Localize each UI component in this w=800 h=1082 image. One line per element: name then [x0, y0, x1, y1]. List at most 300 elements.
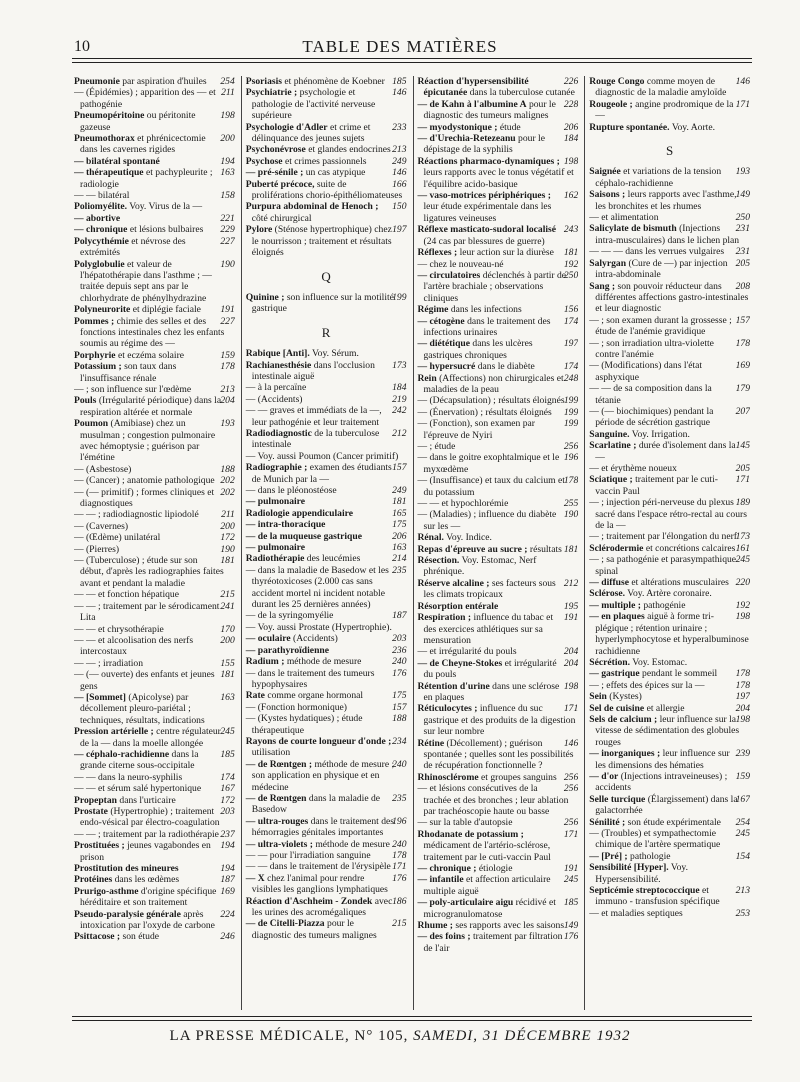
- entry-page-number: 145: [735, 440, 750, 452]
- entry-text: pathogénie: [643, 599, 686, 611]
- entry-page-number: 150: [392, 201, 407, 213]
- entry-term: Psychiatrie ;: [245, 87, 298, 99]
- index-entry: [246, 167, 407, 178]
- entry-term: Rate: [245, 690, 265, 702]
- index-entry: [589, 588, 750, 599]
- entry-text: leurs rapports avec l'asthme, les bronchites et les rhumes: [595, 189, 737, 212]
- entry-text: — — bilatéral: [74, 190, 130, 202]
- entry-term: Purpura abdominal de Henoch ;: [245, 201, 379, 213]
- entry-text: dans le diabète: [477, 361, 535, 373]
- entry-text: — — ; irradiation: [74, 657, 144, 669]
- entry-text: traitement par le cuti-vaccin Paul: [595, 474, 718, 497]
- index-entry: [418, 658, 579, 681]
- entry-text: — — et alcoolisation des nerfs intercostaux: [74, 634, 194, 658]
- entry-page-number: 179: [735, 383, 750, 395]
- index-entry: [418, 156, 579, 190]
- entry-term: Pneumopéritoine: [74, 110, 145, 122]
- entry-term: — [Pré] ;: [589, 850, 628, 862]
- index-entry: [589, 748, 750, 771]
- entry-text: — — ; radiodiagnostic lipiodolé: [74, 509, 199, 521]
- entry-term: — pré-sénile ;: [245, 167, 304, 179]
- entry-page-number: 206: [563, 121, 579, 133]
- entry-term: — chronique: [74, 224, 128, 236]
- entry-page-number: 185: [563, 897, 579, 909]
- entry-page-number: 191: [563, 863, 579, 875]
- index-entry: [246, 179, 407, 202]
- index-entry: [589, 246, 750, 257]
- entry-term: Sensibilité [Hyper].: [589, 862, 669, 874]
- entry-text: — et alimentation: [589, 212, 659, 224]
- entry-page-number: 249: [392, 485, 407, 496]
- entry-page-number: 188: [392, 713, 407, 725]
- entry-page-number: 215: [392, 918, 407, 930]
- issue-number: 105,: [378, 1028, 409, 1044]
- entry-page-number: 181: [392, 496, 407, 508]
- index-entry: [74, 806, 235, 829]
- index-entry: [418, 441, 579, 452]
- entry-page-number: 192: [735, 599, 750, 611]
- entry-page-number: 176: [563, 931, 579, 943]
- entry-term: Prostitution des mineures: [74, 863, 179, 875]
- entry-page-number: 205: [735, 463, 750, 474]
- entry-page-number: 200: [220, 634, 235, 646]
- entry-term: — diététique: [417, 338, 470, 350]
- entry-term: Pylore: [245, 224, 273, 236]
- entry-text: — — ; traitement par la radiothérapie: [74, 828, 219, 840]
- entry-term: — intra-thoracique: [245, 519, 326, 531]
- entry-page-number: 191: [563, 612, 579, 624]
- entry-page-number: 155: [220, 657, 235, 669]
- entry-term: Selle turcique: [589, 793, 646, 805]
- entry-text: — (Cavernes): [74, 520, 129, 532]
- entry-term: — pulmonaire: [245, 542, 306, 554]
- entry-term: Rabique [Anti].: [245, 348, 310, 360]
- index-entry: [589, 680, 750, 691]
- index-entry: [74, 829, 235, 840]
- entry-page-number: 213: [220, 383, 235, 395]
- footer-rule-double: [72, 1020, 752, 1021]
- entry-page-number: 157: [392, 701, 407, 713]
- entry-page-number: 181: [563, 543, 579, 555]
- entry-text: et pachypleurite ; radiologie: [80, 167, 213, 190]
- entry-term: Sels de calcium ;: [589, 713, 658, 725]
- entry-text: psychologie et pathologie de l'activité nerveuse supérieure: [251, 87, 376, 122]
- entry-text: leur étude expérimentale dans les ligatures veineuses: [423, 201, 552, 224]
- entry-page-number: 161: [735, 542, 750, 554]
- entry-page-number: 200: [220, 520, 235, 532]
- entry-term: — des foins ;: [417, 931, 471, 943]
- index-entry: [589, 463, 750, 474]
- entry-page-number: 181: [220, 669, 235, 681]
- entry-text: — Voy. aussi Prostate (Hypertrophie).: [245, 621, 392, 633]
- index-entry: [418, 452, 579, 475]
- entry-text: — ; son examen durant la grossesse ; étude de l'anémie gravidique: [589, 314, 732, 338]
- index-entry: [246, 793, 407, 816]
- entry-page-number: 178: [735, 337, 750, 349]
- entry-text: dans le traitement des infections urinaires: [423, 315, 551, 338]
- entry-page-number: 181: [220, 555, 235, 567]
- index-entry: [74, 555, 235, 589]
- index-entry: [74, 863, 235, 874]
- entry-page-number: 219: [392, 393, 407, 405]
- entry-text: angine prodromique de la —: [595, 98, 734, 122]
- entry-text: et phrénicectomie dans les cavernes rigides: [80, 133, 206, 156]
- index-entry: [589, 817, 750, 828]
- index-entry: [418, 407, 579, 418]
- index-entry: [74, 156, 235, 167]
- entry-term: — d'or: [589, 770, 619, 782]
- header-rule: [72, 58, 752, 59]
- index-entry: [589, 474, 750, 497]
- index-entry: [246, 736, 407, 759]
- entry-text: dans la grande citerne sous-occipitale: [80, 748, 199, 772]
- entry-term: Sang ;: [589, 280, 616, 292]
- entry-term: Rougeole ;: [589, 98, 633, 110]
- entry-term: — cétogène: [417, 315, 465, 327]
- entry-page-number: 212: [563, 577, 579, 589]
- page-title: TABLE DES MATIÈRES: [302, 37, 498, 56]
- index-entry: [74, 259, 235, 305]
- entry-page-number: 239: [735, 748, 750, 760]
- entry-text: déclenchés à partir de l'artère brachiale ; observations cliniques: [423, 269, 567, 304]
- index-entry: [246, 382, 407, 393]
- entry-text: pathologie: [630, 850, 671, 862]
- index-entry: [74, 464, 235, 475]
- entry-page-number: 194: [220, 840, 235, 852]
- entry-page-number: 198: [563, 680, 579, 692]
- index-entry: [246, 496, 407, 507]
- index-columns: [74, 76, 750, 1010]
- entry-text: — ; sa pathogénie et parasympathique spinal: [589, 554, 737, 577]
- index-entry: [589, 99, 750, 122]
- entry-term: — circulatoires: [417, 269, 481, 281]
- entry-page-number: 194: [220, 155, 235, 167]
- entry-page-number: 254: [220, 76, 235, 87]
- entry-page-number: 175: [392, 519, 407, 531]
- index-entry: [589, 212, 750, 223]
- entry-text: et glandes endocrines: [308, 144, 391, 156]
- index-entry: [246, 519, 407, 530]
- entry-page-number: 206: [392, 530, 407, 542]
- entry-page-number: 170: [220, 623, 235, 635]
- entry-text: et névrose des extrémités: [80, 235, 186, 259]
- entry-text: — — de sa composition dans la tétanie: [589, 383, 712, 406]
- entry-text: Voy. Aorte.: [671, 121, 715, 133]
- index-entry: [418, 316, 579, 339]
- entry-text: — (— ouverte) des enfants et jeunes gens: [74, 669, 215, 692]
- entry-page-number: 178: [220, 361, 235, 373]
- entry-page-number: 213: [735, 885, 750, 897]
- index-entry: [246, 144, 407, 155]
- entry-text: et crime et délinquance des jeunes sujets: [251, 121, 371, 145]
- index-entry: [418, 931, 579, 954]
- entry-text: — — graves et immédiats de la —, leur pathogénie et leur traitement: [245, 405, 382, 428]
- index-entry: [589, 360, 750, 383]
- entry-term: Repas d'épreuve au sucre ;: [417, 543, 528, 555]
- index-entry: [589, 862, 750, 885]
- entry-text: dans les ulcères gastriques chroniques: [423, 338, 533, 361]
- index-entry: [74, 589, 235, 600]
- entry-text: (Cure de —) par injection intra-abdominale: [595, 257, 728, 281]
- entry-page-number: 195: [563, 600, 579, 612]
- entry-text: et affection articulaire multiple aiguë: [423, 874, 551, 897]
- index-entry: [74, 874, 235, 885]
- entry-text: (Kystes): [609, 691, 642, 703]
- entry-page-number: 256: [563, 817, 579, 829]
- entry-text: son étude expérimentale: [627, 816, 721, 828]
- entry-page-number: 233: [392, 121, 407, 133]
- entry-text: leur influence sur la vitesse de sédimentation des globules rouges: [595, 713, 740, 748]
- index-entry: [74, 133, 235, 156]
- entry-page-number: 196: [563, 452, 579, 464]
- entry-page-number: 253: [735, 907, 750, 919]
- entry-text: — chez le nouveau-né: [417, 258, 504, 270]
- entry-text: — — dans la neuro-syphilis: [74, 771, 183, 783]
- index-entry: [74, 110, 235, 133]
- index-entry: [74, 304, 235, 315]
- index-entry: [589, 338, 750, 361]
- index-entry: [418, 224, 579, 247]
- entry-page-number: 159: [220, 349, 235, 361]
- entry-term: — en plaques: [589, 611, 645, 623]
- index-entry: [589, 166, 750, 189]
- entry-term: — hypersucré: [417, 361, 476, 373]
- entry-page-number: 211: [221, 509, 235, 521]
- entry-term: — [Sommet]: [74, 691, 126, 703]
- entry-page-number: 198: [563, 155, 579, 167]
- index-entry: [74, 795, 235, 806]
- entry-text: — (Fonction hormonique): [245, 701, 348, 713]
- entry-text: (Irrégularité périodique) dans la respiration altérée et normale: [80, 395, 222, 418]
- entry-term: — de la muqueuse gastrique: [245, 530, 362, 542]
- index-entry: [74, 532, 235, 543]
- entry-term: — gastrique: [589, 668, 640, 680]
- entry-text: — — — dans les verrues vulgaires: [589, 246, 725, 258]
- entry-page-number: 189: [735, 497, 750, 509]
- entry-text: étude: [499, 121, 521, 133]
- entry-text: ses facteurs sous les climats tropicaux: [423, 577, 556, 601]
- entry-text: dans l'occlusion intestinale aiguë: [251, 359, 375, 382]
- entry-term: — vaso-motrices périphériques ;: [417, 190, 551, 202]
- entry-text: son pouvoir réducteur dans différentes affections gastro-intestinales et leur diagnostic: [595, 280, 749, 315]
- entry-text: — ; traitement par l'élongation du nerf: [589, 531, 737, 543]
- entry-term: — bilatéral spontané: [74, 155, 160, 167]
- index-entry: [74, 601, 235, 624]
- entry-term: — ultra-violets ;: [245, 838, 313, 850]
- entry-page-number: 212: [392, 427, 407, 439]
- entry-page-number: 248: [563, 372, 579, 384]
- entry-term: Psychologie d'Adler: [245, 121, 328, 133]
- index-entry: [418, 270, 579, 304]
- entry-term: Rein: [417, 372, 437, 384]
- entry-term: Rachianesthésie: [245, 359, 312, 371]
- entry-page-number: 242: [392, 405, 407, 417]
- entry-text: — (Modifications) dans l'état asphyxique: [589, 360, 703, 383]
- entry-term: — céphalo-rachidienne: [74, 748, 170, 760]
- entry-text: dans l'urticaire: [119, 794, 176, 806]
- entry-text: — (— biochimiques) pendant la période de sécrétion gastrique: [589, 405, 714, 429]
- entry-term: Prostituées ;: [74, 840, 125, 852]
- entry-text: centre régulateur de la — dans la moelle allongée: [80, 726, 221, 749]
- entry-term: — de Kahn à l'albumine A: [417, 98, 527, 110]
- entry-term: Pommes ;: [74, 315, 115, 327]
- entry-term: Radiographie ;: [245, 462, 308, 474]
- entry-term: Psoriasis: [245, 76, 282, 87]
- index-entry: [246, 542, 407, 553]
- entry-term: Réactions pharmaco-dynamiques ;: [417, 155, 560, 167]
- index-entry: [74, 167, 235, 190]
- index-entry: [246, 896, 407, 919]
- entry-text: — de la syringomyélie: [245, 610, 334, 622]
- index-entry: [74, 635, 235, 658]
- entry-page-number: 235: [392, 792, 407, 804]
- entry-page-number: 250: [563, 269, 579, 281]
- entry-text: (Injections intra-musculaires) dans le lichen plan: [595, 223, 740, 246]
- entry-page-number: 176: [392, 667, 407, 679]
- entry-text: et lésions bulbaires: [129, 224, 204, 236]
- entry-term: Psychose: [245, 155, 283, 167]
- entry-page-number: 185: [392, 76, 407, 87]
- entry-text: et concrétions calcaires: [645, 542, 736, 554]
- entry-text: ou péritonite gazeuse: [80, 110, 196, 133]
- entry-term: Rétention d'urine: [417, 680, 490, 692]
- entry-text: récidivé et microgranulomatose: [423, 897, 556, 920]
- index-entry: [589, 281, 750, 315]
- entry-page-number: 240: [392, 758, 407, 770]
- index-entry: [246, 428, 407, 451]
- entry-term: — de Rœntgen ;: [245, 758, 313, 770]
- entry-text: et eczéma solaire: [117, 349, 185, 361]
- index-entry: [589, 315, 750, 338]
- entry-page-number: 196: [392, 815, 407, 827]
- entry-text: influence du suc gastrique et des produits de la digestion sur leur nombre: [423, 703, 576, 738]
- issue-date: SAMEDI, 31 DÉCEMBRE 1932: [413, 1028, 631, 1044]
- entry-page-number: 194: [220, 863, 235, 875]
- entry-text: pour le diagnostic des tumeurs malignes: [251, 918, 377, 941]
- entry-page-number: 234: [392, 735, 407, 747]
- entry-term: Salicylate de bismuth: [589, 223, 677, 235]
- entry-term: Polyglobulie: [74, 258, 125, 270]
- entry-page-number: 171: [735, 98, 750, 110]
- entry-text: (Amibiase) chez un musulman ; congestion pulmonaire avec hémoptysie ; guérison par l'émétine: [80, 418, 216, 464]
- index-entry: [418, 874, 579, 897]
- entry-text: durée d'isolement dans la —: [595, 440, 736, 463]
- entry-text: de la tuberculose intestinale: [251, 427, 380, 451]
- entry-text: — ; étude: [417, 441, 456, 452]
- entry-text: leur influence sur les dimensions des hématies: [595, 748, 730, 771]
- entry-page-number: 163: [220, 691, 235, 703]
- index-entry: [74, 213, 235, 224]
- entry-text: (Hypertrophie) ; traitement endo-vésical par électro-coagulation: [80, 806, 220, 829]
- entry-text: un cas atypique: [305, 167, 366, 179]
- entry-text: (Injections intraveineuses) ; accidents: [595, 770, 728, 794]
- index-entry: [246, 839, 407, 850]
- index-entry: [418, 601, 579, 612]
- entry-page-number: 157: [735, 314, 750, 326]
- index-entry: [589, 828, 750, 851]
- entry-page-number: 169: [220, 885, 235, 897]
- index-entry: [418, 532, 579, 543]
- entry-page-number: 211: [221, 87, 235, 99]
- entry-page-number: 224: [220, 908, 235, 920]
- entry-text: — — et chrysothérapie: [74, 623, 164, 635]
- entry-page-number: 184: [392, 382, 407, 394]
- entry-page-number: 204: [563, 657, 579, 669]
- index-entry: [418, 76, 579, 99]
- entry-text: pour le dépistage de la syphilis: [423, 133, 545, 156]
- entry-page-number: 240: [392, 838, 407, 850]
- index-entry: [418, 646, 579, 657]
- entry-term: Réticulocytes ;: [417, 703, 478, 715]
- entry-text: — (Décapsulation) ; résultats éloignés: [417, 395, 565, 407]
- entry-term: — chronique ;: [417, 863, 477, 875]
- index-entry: [74, 224, 235, 235]
- entry-term: Pression artérielle ;: [74, 726, 154, 738]
- entry-text: et allergie: [646, 702, 685, 714]
- index-entry: [74, 772, 235, 783]
- entry-page-number: 174: [563, 361, 579, 373]
- index-entry: [246, 668, 407, 691]
- page-number: 10: [74, 38, 90, 55]
- entry-text: — dans le pléonostéose: [245, 485, 337, 496]
- entry-text: des leucémies: [306, 553, 361, 565]
- entry-page-number: 250: [735, 212, 750, 224]
- index-entry: [246, 565, 407, 611]
- page-footer: [0, 1028, 800, 1045]
- section-heading: S: [666, 143, 674, 159]
- entry-page-number: 202: [220, 475, 235, 487]
- entry-text: côté chirurgical: [251, 212, 312, 224]
- index-entry: [589, 554, 750, 577]
- entry-term: Sénilité ;: [589, 816, 626, 828]
- entry-text: dans les infections: [450, 304, 522, 316]
- index-entry: [246, 405, 407, 428]
- index-entry: [74, 692, 235, 726]
- entry-term: — abortive: [74, 212, 121, 224]
- entry-text: — ; injection péri-nerveuse du plexus sacré dans l'espace rétro-rectal au cours de la —: [589, 497, 747, 532]
- index-entry: [246, 348, 407, 359]
- index-entry: [74, 87, 235, 110]
- entry-page-number: 188: [220, 463, 235, 475]
- index-entry: [418, 361, 579, 372]
- entry-term: Radiologie appendiculaire: [245, 507, 353, 519]
- entry-term: Septicémie streptococcique: [589, 885, 700, 897]
- index-entry: [589, 908, 750, 919]
- entry-page-number: 174: [563, 315, 579, 327]
- entry-page-number: 172: [220, 794, 235, 806]
- entry-term: Radiothérapie: [245, 553, 305, 565]
- entry-page-number: 254: [735, 816, 750, 828]
- entry-text: — (Pierres): [74, 543, 120, 555]
- index-entry: [589, 122, 750, 133]
- entry-page-number: 162: [563, 190, 579, 202]
- index-entry: [246, 713, 407, 736]
- entry-page-number: 157: [392, 462, 407, 474]
- entry-term: Résection.: [417, 555, 460, 567]
- entry-page-number: 159: [735, 770, 750, 782]
- entry-page-number: 178: [392, 850, 407, 861]
- entry-text: leur action sur la diurèse: [459, 247, 554, 259]
- entry-text: — — et fonction hépatique: [74, 589, 179, 601]
- entry-page-number: 207: [735, 405, 750, 417]
- entry-page-number: 146: [735, 76, 750, 87]
- entry-page-number: 246: [220, 931, 235, 943]
- entry-term: Saisons ;: [589, 189, 626, 201]
- entry-text: — ; son influence sur l'œdème: [74, 383, 192, 395]
- index-entry: [418, 133, 579, 156]
- entry-page-number: 178: [563, 475, 579, 487]
- entry-page-number: 186: [392, 895, 407, 907]
